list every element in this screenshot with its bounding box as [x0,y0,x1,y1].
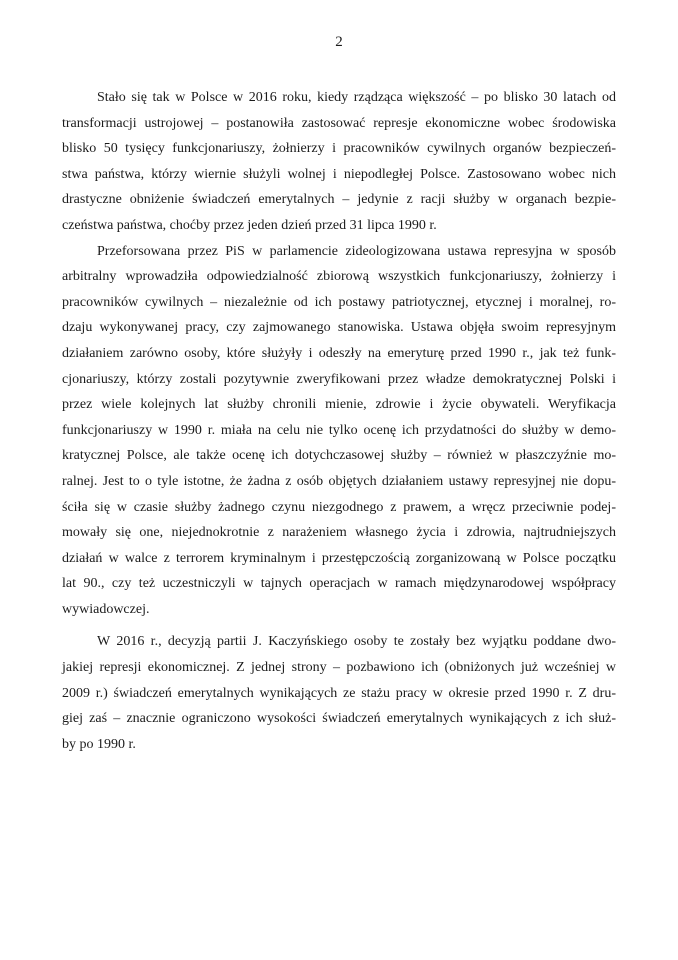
text-line: transformacji ustrojowej – postanowiła zastosować represje ekonomiczne wobec środowiska [62,115,616,131]
text-line: wywiadowczej. [62,601,150,617]
text-line: działaniem zarówno osoby, które służyły i odeszły na emeryturę przed 1990 r., jak też funk- [62,345,616,361]
text-line: Stało się tak w Polsce w 2016 roku, kiedy rządząca większość – po blisko 30 latach od [97,90,616,105]
text-line: drastyczne obniżenie świadczeń emerytalnych – jedynie z racji służby w organach bezpie- [62,192,616,208]
text-line: cjonariuszy, którzy zostali pozytywnie zweryfikowani przez władze demokratycznej Polski i [62,371,616,387]
page-number: 2 [335,34,343,50]
text-line: 2009 r.) świadczeń emerytalnych wynikających ze stażu pracy w okresie przed 1990 r. Z dru- [62,685,616,701]
text-line: czeństwa państwa, choćby przez jeden dzień przed 31 lipca 1990 r. [62,217,437,233]
text-line: ściła się w czasie służby żadnego czynu niezgodnego z prawem, a wręcz przeciwnie podej- [62,499,616,515]
paragraph-2 [62,239,616,623]
text-line: lat 90., czy też uczestniczyli w tajnych operacjach w ramach międzynarodowej współpracy [62,576,616,592]
text-line: działań w walce z terrorem kryminalnym i przestępczością zorganizowaną w Polsce początku [62,550,616,566]
text-line: pracowników cywilnych – niezależnie od ich postawy patriotycznej, etycznej i moralnej, ro- [62,294,616,310]
text-line: kratycznej Polsce, ale także ocenę ich dotychczasowej służby – również w płaszczyźnie mo- [62,448,616,464]
text-line: blisko 50 tysięcy funkcjonariuszy, żołnierzy i pracowników cywilnych organów bezpieczeń- [62,141,616,157]
paragraph-3 [62,629,616,757]
document-body [62,85,616,757]
text-line: dzaju wykonywanej pracy, czy zajmowanego stanowiska. Ustawa objęła swoim represyjnym [62,320,616,336]
text-line: giej zaś – znacznie ograniczono wysokości świadczeń emerytalnych wynikających z ich służ- [62,711,616,727]
text-line: W 2016 r., decyzją partii J. Kaczyńskiego osoby te zostały bez wyjątku poddane dwo- [97,634,616,650]
text-line: funkcjonariuszy w 1990 r. miała na celu nie tylko ocenę ich przydatności do służby w demo- [62,422,616,438]
text-line: Przeforsowana przez PiS w parlamencie zideologizowana ustawa represyjna w sposób [97,243,616,259]
text-line: by po 1990 r. [62,736,136,752]
paragraph-1 [62,85,616,239]
text-line: ralnej. Jest to o tyle istotne, że żadna z osób objętych działaniem ustawy represyjnej nie dopu- [62,473,616,489]
text-line: arbitralny wprowadziła odpowiedzialność zbiorową wszystkich funkcjonariuszy, żołnierzy i [62,269,616,285]
text-line: przez wiele kolejnych lat służby chronili mienie, zdrowie i życie obywateli. Weryfikacja [62,397,616,413]
text-line: stwa państwa, którzy wiernie służyli wolnej i niepodległej Polsce. Zastosowano wobec nich [62,166,616,182]
text-line: mowały się one, niejednokrotnie z narażeniem własnego życia i zdrowia, najtrudniejszych [62,525,616,541]
text-line: jakiej represji ekonomicznej. Z jednej strony – pozbawiono ich (obniżonych już wcześniej w [62,660,616,676]
